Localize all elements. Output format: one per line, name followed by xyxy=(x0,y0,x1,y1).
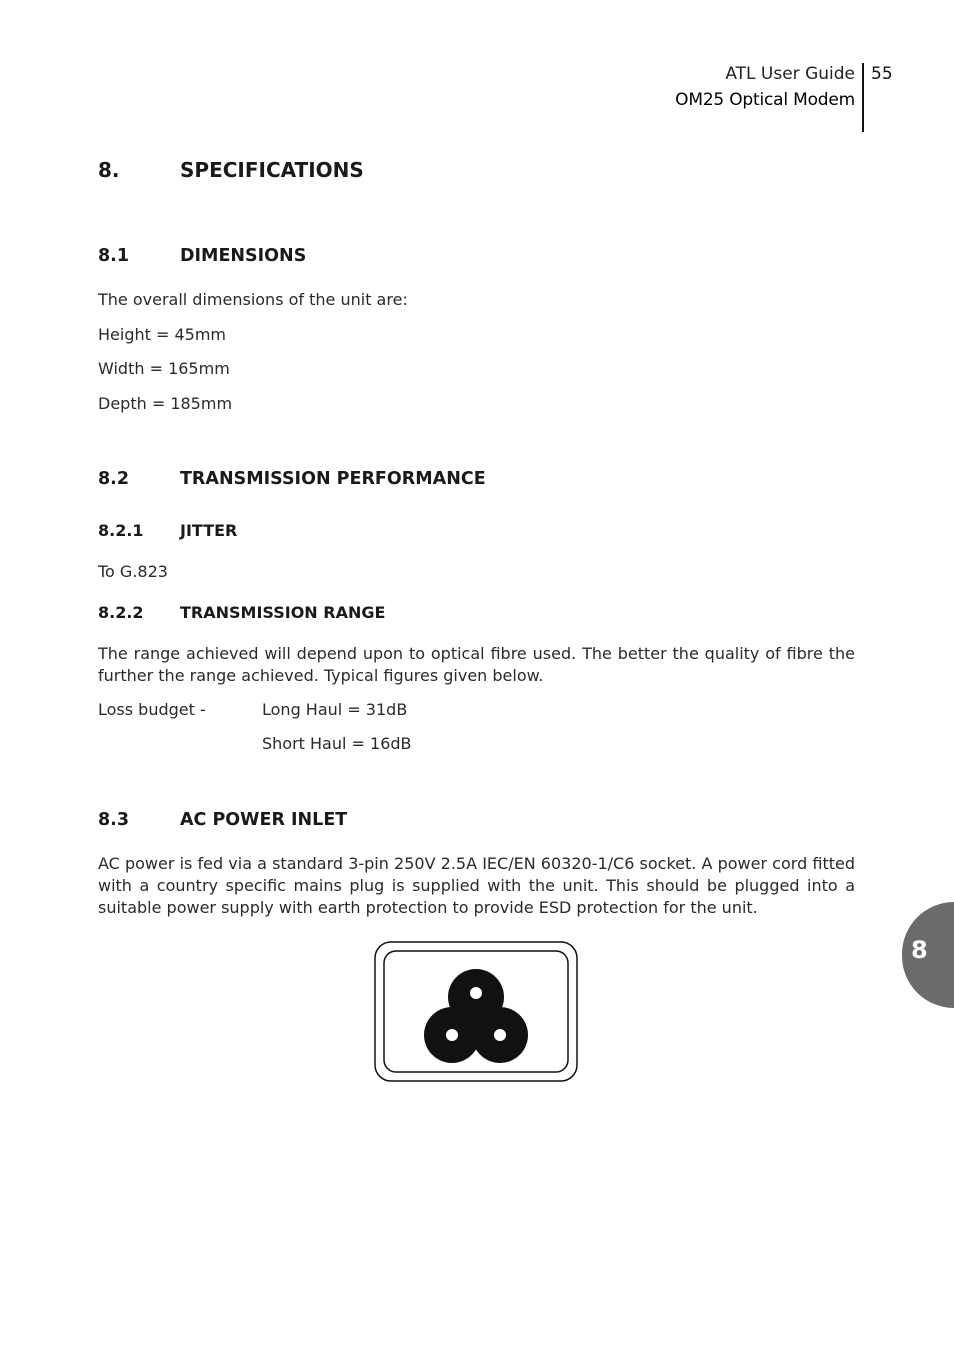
dimension-width: Width = 165mm xyxy=(98,359,230,378)
jitter-number: 8.2.1 xyxy=(98,521,144,540)
header-product-name: OM25 Optical Modem xyxy=(675,90,855,110)
dimension-height: Height = 45mm xyxy=(98,325,226,344)
long-haul-value: Long Haul = 31dB xyxy=(262,700,408,719)
transmission-number: 8.2 xyxy=(98,469,130,489)
header-divider xyxy=(862,63,864,132)
range-heading xyxy=(98,603,385,622)
dimensions-heading xyxy=(98,246,306,266)
loss-budget-label: Loss budget - xyxy=(98,700,206,719)
range-number: 8.2.2 xyxy=(98,603,144,622)
power-paragraph: AC power is fed via a standard 3-pin 250V 2.5A IEC/EN 60320-1/C6 socket. A power cord fitted with a country specific mains plug is supplied with the unit. This should be plugged into a suitable power supply with earth protection to provide ESD protection for the unit. xyxy=(98,854,855,917)
range-title: TRANSMISSION RANGE xyxy=(180,603,386,622)
short-haul-value: Short Haul = 16dB xyxy=(262,734,412,753)
c6-socket-illustration xyxy=(374,941,579,1083)
chapter-tab xyxy=(902,902,954,1008)
section-heading xyxy=(98,158,364,182)
dimensions-intro: The overall dimensions of the unit are: xyxy=(98,290,408,309)
header-guide-title: ATL User Guide xyxy=(725,64,855,84)
power-heading xyxy=(98,810,347,830)
chapter-tab-number: 8 xyxy=(911,936,928,964)
jitter-title: JITTER xyxy=(180,521,238,540)
dimensions-title: DIMENSIONS xyxy=(180,246,307,266)
range-paragraph: The range achieved will depend upon to optical fibre used. The better the quality of fibre the further the range achieved. Typical figures given below. xyxy=(98,644,855,685)
jitter-heading xyxy=(98,521,237,540)
section-title: SPECIFICATIONS xyxy=(180,158,364,182)
transmission-title: TRANSMISSION PERFORMANCE xyxy=(180,469,486,489)
section-number: 8. xyxy=(98,158,120,182)
dimensions-number: 8.1 xyxy=(98,246,130,266)
power-number: 8.3 xyxy=(98,810,130,830)
power-title: AC POWER INLET xyxy=(180,810,348,830)
page-number: 55 xyxy=(871,64,893,84)
jitter-text: To G.823 xyxy=(98,562,168,581)
dimension-depth: Depth = 185mm xyxy=(98,394,233,413)
transmission-heading xyxy=(98,469,486,489)
